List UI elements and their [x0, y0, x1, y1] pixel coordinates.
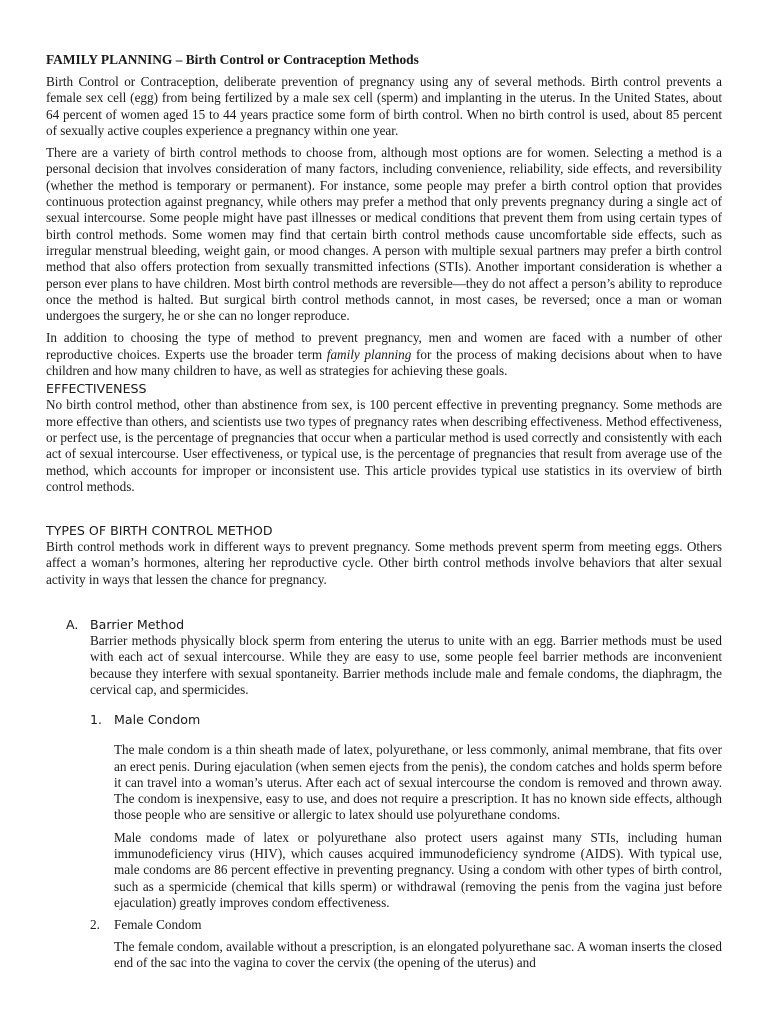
barrier-method-section	[66, 616, 722, 972]
male-condom-marker: 1.	[90, 712, 103, 728]
types-heading: TYPES OF BIRTH CONTROL METHOD	[46, 523, 273, 539]
barrier-method-paragraph: Barrier methods physically block sperm from entering the uterus to unite with an egg. Barrier methods must be used with each act of sexual intercourse. While they are easy to use, some people feel barrier methods are inconvenient because they interfere with sexual spontaneity. Barrier methods include male and female condoms, the diaphragm, the cervical cap, and spermicides.	[90, 633, 722, 697]
barrier-method-marker: A.	[66, 617, 79, 633]
male-condom-heading	[90, 712, 722, 728]
male-condom-paragraph-2: Male condoms made of latex or polyurethane also protect users against many STIs, including human immunodeficiency virus (HIV), which causes acquired immunodeficiency syndrome (AIDS). With typical use, male condoms are 86 percent effective in preventing pregnancy. Using a condom with other types of birth control, such as a spermicide (chemical that kills sperm) or withdrawal (removing the penis from the vagina just before ejaculation) greatly improves condom effectiveness.	[114, 829, 722, 910]
male-condom-title: Male Condom	[114, 712, 201, 728]
male-condom-paragraph-1: The male condom is a thin sheath made of latex, polyurethane, or less commonly, animal membrane, that fits over an erect penis. During ejaculation (when semen ejects from the penis), the condom catches and holds sperm before it can travel into a woman’s uterus. After each act of sexual intercourse the condom is removed and thrown away. The condom is inexpensive, easy to use, and does not require a prescription. It has no known side effects, although those people who are sensitive or allergic to latex should use polyurethane condoms.	[114, 742, 722, 823]
choices-text-after: for the process of making decisions about when to have children and how many children to have, as well as strategies for achieving these goals.	[46, 346, 722, 379]
document-content	[46, 52, 722, 972]
types-paragraph: Birth control methods work in different ways to prevent pregnancy. Some methods prevent sperm from meeting eggs. Others affect a woman’s hormones, altering her reproductive cycle. Other birth control methods involve behaviors that alter sexual activity in ways that lessen the chance for pregnancy.	[46, 539, 722, 587]
effectiveness-paragraph: No birth control method, other than abstinence from sex, is 100 percent effective in preventing pregnancy. Some methods are more effective than others, and scientists use two types of pregnancy rates when describing effectiveness. Method effectiveness, or perfect use, is the percentage of pregnancies that occur when a particular method is used correctly and consistently with each act of sexual intercourse. User effectiveness, or typical use, is the percentage of pregnancies that result from average use of the method, which accounts for improper or inconsistent use. This article provides typical use statistics in its overview of birth control methods.	[46, 397, 722, 494]
effectiveness-heading: EFFECTIVENESS	[46, 381, 147, 397]
document-title: FAMILY PLANNING – Birth Control or Contraception Methods	[46, 52, 419, 67]
female-condom-heading	[90, 917, 722, 933]
variety-paragraph: There are a variety of birth control methods to choose from, although most options are for women. Selecting a method is a personal decision that involves consideration of many factors, including convenience, reliability, side effects, and reversibility (whether the method is temporary or permanent). For instance, some people may prefer a birth control option that provides continuous protection against pregnancy, while others may prefer a method that only prevents pregnancy during a single act of sexual intercourse. Some people might have past illnesses or medical conditions that prevent them from using certain types of birth control methods. Some women may find that certain birth control methods cause uncomfortable side effects, such as irregular menstrual bleeding, weight gain, or mood changes. A person with multiple sexual partners may prefer a birth control method that also offers protection from sexually transmitted infections (STIs). Another important consideration is whether a person ever plans to have children. Most birth control methods are reversible—they do not affect a person’s ability to reproduce once the method is halted. But surgical birth control methods cannot, in most cases, be reversed; once a man or woman undergoes the surgery, he or she can no longer reproduce.	[46, 145, 722, 324]
barrier-method-title: Barrier Method	[90, 617, 185, 633]
female-condom-title: Female Condom	[114, 917, 202, 933]
intro-paragraph: Birth Control or Contraception, deliberate prevention of pregnancy using any of several methods. Birth control prevents a female sex cell (egg) from being fertilized by a male sex cell (sperm) and implanting in the uterus. In the United States, about 64 percent of women aged 15 to 44 years practice some form of birth control. When no birth control is used, about 85 percent of sexually active couples experience a pregnancy within one year.	[46, 74, 722, 138]
barrier-method-heading	[66, 616, 722, 633]
choices-paragraph	[46, 330, 722, 379]
female-condom-paragraph-1: The female condom, available without a prescription, is an elongated polyurethane sac. A woman inserts the closed end of the sac into the vagina to cover the cervix (the opening of the uterus) and	[114, 939, 722, 971]
female-condom-section	[90, 917, 722, 972]
choices-term: family planning	[326, 346, 412, 362]
male-condom-section	[90, 712, 722, 911]
choices-text-before: In addition to choosing the type of method to prevent pregnancy, men and women are faced with a number of other reproductive choices. Experts use the broader term	[46, 330, 722, 362]
female-condom-marker: 2.	[90, 917, 100, 933]
